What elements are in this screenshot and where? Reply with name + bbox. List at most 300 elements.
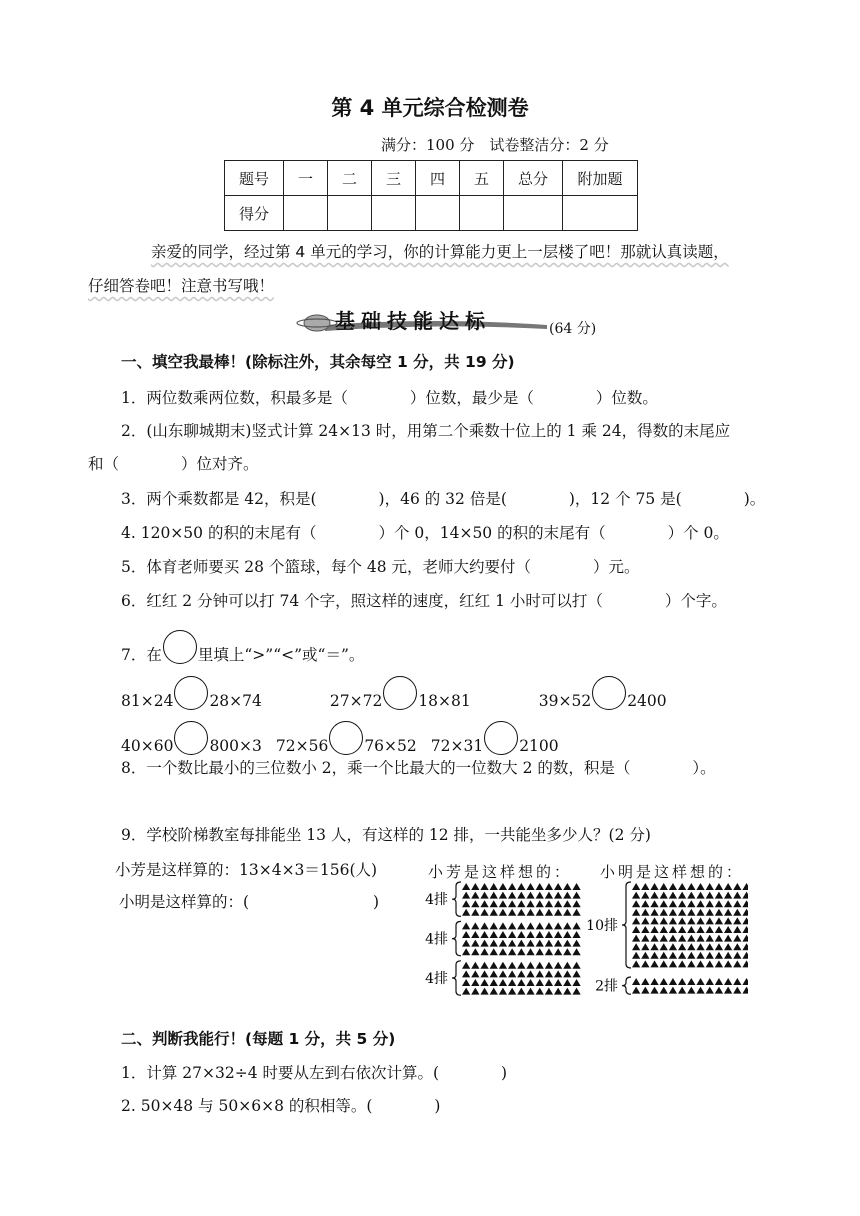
seat-triangle [660,935,668,942]
question-6: 6．红红 2 分钟可以打 74 个字，照这样的速度，红红 1 小时可以打（ ）个字。 [121,592,727,610]
seat-triangle [499,900,507,907]
seat-triangle [669,926,677,933]
seat-triangle [632,935,640,942]
seat-triangle [660,892,668,899]
seat-triangle [499,940,507,947]
seat-triangle [480,940,488,947]
seat-triangle [554,922,562,929]
seat-triangle [706,900,714,907]
seat-triangle [499,988,507,995]
seat-triangle [696,883,704,890]
seat-triangle [517,900,525,907]
q7-suffix: 里填上“>”“<”或“＝”。 [197,646,365,664]
seat-triangle [563,979,571,986]
seat-triangle [696,960,704,967]
seat-triangle [536,883,544,890]
seat-triangle [517,940,525,947]
comparison-right: 800×3 [209,737,262,755]
seat-triangle [706,909,714,916]
seat-triangle [554,962,562,969]
seat-triangle [554,988,562,995]
seat-triangle [706,943,714,950]
seat-triangle [678,883,686,890]
seat-triangle [715,987,723,994]
seat-triangle [687,952,695,959]
seat-triangle [480,892,488,899]
section-2-title: 二、判断我能行！(每题 1 分，共 5 分) [121,1030,396,1048]
banner-points: (64 分) [549,321,597,337]
score-table-cell: 得分 [225,196,284,231]
seat-triangle [724,987,732,994]
seat-triangle [706,960,714,967]
seat-triangle [462,940,470,947]
group-label: 10排 [586,918,618,934]
score-table-cell: 二 [328,161,372,196]
seat-triangle [545,979,553,986]
comparison-circle[interactable] [174,721,208,755]
seat-triangle [563,922,571,929]
seat-triangle [536,909,544,916]
seat-triangle [641,883,649,890]
judge-question-2: 2. 50×48 与 50×6×8 的积相等。( ) [121,1097,441,1115]
seat-triangle [715,909,723,916]
diagram-right-title: 小明是这样想的： [600,863,745,881]
seat-triangle [650,909,658,916]
group-brace [622,977,631,994]
seat-triangle [499,883,507,890]
seat-triangle [563,962,571,969]
seat-triangle [480,948,488,955]
seat-triangle [660,883,668,890]
seat-triangle [572,931,580,938]
seat-triangle [632,909,640,916]
seat-triangle [499,909,507,916]
seat-triangle [696,952,704,959]
seat-triangle [742,960,748,967]
seat-triangle [715,892,723,899]
seat-triangle [462,922,470,929]
score-input-cell[interactable] [460,196,504,231]
seat-triangle [508,883,516,890]
seat-triangle [563,900,571,907]
seat-triangle [696,987,704,994]
seat-triangle [490,948,498,955]
seat-triangle [715,926,723,933]
seat-diagram [418,880,748,1002]
diagram-left-title: 小芳是这样想的： [428,863,573,881]
seat-triangle [517,948,525,955]
seat-triangle [742,883,748,890]
page-title: 第 4 单元综合检测卷 [331,96,529,120]
score-input-cell[interactable] [328,196,372,231]
banner-title: 基础技能达标 [335,309,491,333]
seat-triangle [733,987,741,994]
seat-triangle [480,931,488,938]
seat-triangle [554,900,562,907]
question-8: 8．一个数比最小的三位数小 2，乘一个比最大的一位数大 2 的数，积是（ ）。 [121,759,716,777]
seat-triangle [563,970,571,977]
comparison-left: 39×52 [538,692,592,710]
score-table-cell: 三 [372,161,416,196]
question-1: 1．两位数乘两位数，积最多是（ ）位数，最少是（ ）位数。 [121,389,658,407]
comparison-right: 2400 [627,692,667,710]
seat-triangle [554,931,562,938]
seat-triangle [715,900,723,907]
seat-triangle [715,935,723,942]
question-2-line-1: 2．(山东聊城期末)竖式计算 24×13 时，用第二个乘数十位上的 1 乘 24，得数的末尾应 [121,422,731,440]
seat-triangle [572,922,580,929]
seat-triangle [499,948,507,955]
seat-triangle [517,979,525,986]
seat-triangle [554,979,562,986]
seat-triangle [499,892,507,899]
seat-triangle [517,962,525,969]
seat-triangle [471,909,479,916]
seat-triangle [508,970,516,977]
seat-triangle [650,883,658,890]
seat-triangle [733,909,741,916]
judge-question-1: 1．计算 27×32÷4 时要从左到右依次计算。( ) [121,1064,508,1082]
seat-triangle [715,883,723,890]
seat-triangle [508,900,516,907]
seat-triangle [462,988,470,995]
seat-triangle [733,952,741,959]
seat-triangle [632,943,640,950]
seat-triangle [480,900,488,907]
seat-triangle [733,935,741,942]
seat-triangle [480,970,488,977]
seat-triangle [517,892,525,899]
comparison-circle[interactable] [174,676,208,710]
seat-triangle [490,931,498,938]
seat-triangle [526,970,534,977]
seat-triangle [632,900,640,907]
seat-triangle [508,940,516,947]
seat-triangle [462,962,470,969]
comparison-circle-example [163,630,197,664]
seat-triangle [733,926,741,933]
seat-triangle [490,940,498,947]
seat-triangle [687,935,695,942]
seat-triangle [462,900,470,907]
score-table-score-row [225,196,638,231]
seat-triangle [641,952,649,959]
seat-triangle [499,979,507,986]
seat-triangle [462,883,470,890]
seat-triangle [554,948,562,955]
question-2-line-2: 和（ ）位对齐。 [88,455,259,473]
score-table-cell: 一 [284,161,328,196]
seat-triangle [480,883,488,890]
seat-triangle [517,970,525,977]
seat-triangle [724,935,732,942]
seat-triangle [742,917,748,924]
seat-triangle [650,943,658,950]
seat-triangle [572,962,580,969]
seat-triangle [733,883,741,890]
seat-triangle [733,917,741,924]
seat-triangle [650,935,658,942]
score-input-cell[interactable] [372,196,416,231]
seat-triangle [526,962,534,969]
seat-triangle [545,909,553,916]
comparison-circle[interactable] [329,721,363,755]
seat-triangle [554,892,562,899]
seat-triangle [696,926,704,933]
seat-triangle [471,931,479,938]
seat-triangle [641,926,649,933]
q9-xiaoming-method: 小明是这样算的：( ) [119,893,380,911]
seat-triangle [526,909,534,916]
q7-row-2 [121,721,559,755]
seat-triangle [669,960,677,967]
group-brace [452,921,461,955]
question-7-instruction [121,630,364,665]
seat-triangle [517,931,525,938]
seat-triangle [572,948,580,955]
intro-line-2: 仔细答卷吧！注意书写哦！ [88,277,275,295]
seat-triangle [632,883,640,890]
seat-triangle [508,988,516,995]
seat-triangle [545,900,553,907]
comparison-left: 40×60 [121,737,174,755]
seat-triangle [696,892,704,899]
group-label: 4排 [425,892,448,909]
seat-triangle [660,900,668,907]
seat-triangle [724,917,732,924]
score-table-cell: 附加题 [563,161,638,196]
seat-triangle [687,926,695,933]
seat-triangle [687,987,695,994]
seat-triangle [536,970,544,977]
seat-triangle [724,926,732,933]
seat-triangle [687,917,695,924]
seat-triangle [742,952,748,959]
seat-triangle [696,943,704,950]
seat-triangle [632,952,640,959]
seat-triangle [650,892,658,899]
seat-triangle [471,892,479,899]
seat-triangle [480,922,488,929]
seat-triangle [650,952,658,959]
comparison-right: 76×52 [364,737,417,755]
seat-triangle [536,900,544,907]
seat-triangle [517,988,525,995]
seat-triangle [554,883,562,890]
seat-triangle [536,979,544,986]
seat-triangle [678,900,686,907]
seat-triangle [526,900,534,907]
seat-triangle [490,909,498,916]
seat-triangle [641,935,649,942]
comparison-left: 72×31 [430,737,484,755]
seat-triangle [572,883,580,890]
seat-triangle [508,948,516,955]
q7-row-1 [121,676,667,710]
seat-triangle [641,987,649,994]
seat-triangle [715,952,723,959]
seat-triangle [526,883,534,890]
seat-triangle [687,900,695,907]
seat-triangle [545,940,553,947]
seat-triangle [632,892,640,899]
seat-triangle [660,926,668,933]
score-input-cell[interactable] [563,196,638,231]
seat-triangle [733,900,741,907]
seat-triangle [724,883,732,890]
seat-triangle [669,900,677,907]
seat-triangle [545,892,553,899]
seat-triangle [715,978,723,985]
seat-triangle [696,978,704,985]
seat-triangle [706,935,714,942]
seat-triangle [742,987,748,994]
seat-triangle [526,948,534,955]
seat-triangle [687,909,695,916]
seat-triangle [650,978,658,985]
seat-triangle [650,987,658,994]
seat-triangle [471,988,479,995]
score-input-cell[interactable] [416,196,460,231]
seat-triangle [572,892,580,899]
seat-triangle [572,970,580,977]
seat-triangle [641,978,649,985]
seat-triangle [678,892,686,899]
seat-triangle [526,922,534,929]
seat-triangle [526,940,534,947]
group-label: 4排 [425,931,448,948]
seat-triangle [641,943,649,950]
seat-triangle [678,909,686,916]
seat-triangle [526,979,534,986]
seat-triangle [706,883,714,890]
seat-triangle [572,979,580,986]
seat-triangle [706,978,714,985]
seat-triangle [742,926,748,933]
seat-triangle [650,960,658,967]
seat-triangle [462,979,470,986]
seat-triangle [554,909,562,916]
comparison-right: 18×81 [418,692,471,710]
seat-triangle [480,909,488,916]
comparison-circle[interactable] [484,721,518,755]
seat-triangle [545,948,553,955]
score-table-header-row [225,161,638,196]
seat-triangle [678,978,686,985]
seat-triangle [632,917,640,924]
seat-triangle [517,909,525,916]
seat-triangle [733,943,741,950]
seat-triangle [669,987,677,994]
seat-triangle [724,909,732,916]
seat-triangle [563,883,571,890]
seat-triangle [536,931,544,938]
comparison-right: 28×74 [209,692,262,710]
question-4: 4. 120×50 的积的末尾有（ ）个 0，14×50 的积的末尾有（ ）个 0。 [121,524,729,542]
q7-prefix: 7．在 [121,646,162,664]
seat-triangle [545,883,553,890]
seat-triangle [490,970,498,977]
seat-triangle [490,892,498,899]
seat-triangle [545,988,553,995]
intro-line-1: 亲爱的同学，经过第 4 单元的学习，你的计算能力更上一层楼了吧！那就认真读题， [151,243,729,261]
seat-triangle [508,962,516,969]
seat-triangle [632,960,640,967]
seat-triangle [706,917,714,924]
score-input-cell[interactable] [504,196,563,231]
seat-triangle [696,900,704,907]
seat-triangle [536,948,544,955]
seat-triangle [678,935,686,942]
seat-triangle [545,970,553,977]
comparison-left: 81×24 [121,692,174,710]
seat-triangle [526,931,534,938]
seat-triangle [536,988,544,995]
seat-triangle [471,979,479,986]
seat-triangle [660,978,668,985]
seat-triangle [545,962,553,969]
section-1-title: 一、填空我最棒！(除标注外，其余每空 1 分，共 19 分) [121,353,515,371]
seat-triangle [641,892,649,899]
comparison-circle[interactable] [592,676,626,710]
group-brace [452,961,461,995]
seat-triangle [572,900,580,907]
comparison-circle[interactable] [383,676,417,710]
seat-triangle [641,909,649,916]
seat-triangle [678,926,686,933]
seat-triangle [641,960,649,967]
seat-triangle [499,962,507,969]
seat-triangle [572,909,580,916]
seat-triangle [660,943,668,950]
seat-triangle [526,892,534,899]
group-brace [452,882,461,916]
seat-triangle [715,917,723,924]
seat-triangle [678,943,686,950]
seat-triangle [471,922,479,929]
seat-triangle [563,931,571,938]
seat-triangle [462,931,470,938]
score-table [224,160,638,231]
score-table-cell: 四 [416,161,460,196]
seat-triangle [490,900,498,907]
seat-triangle [687,892,695,899]
seat-triangle [678,952,686,959]
score-table-cell: 五 [460,161,504,196]
seat-triangle [517,922,525,929]
seat-triangle [678,987,686,994]
seat-triangle [696,935,704,942]
seat-triangle [660,917,668,924]
comparison-left: 72×56 [275,737,329,755]
seat-triangle [490,883,498,890]
seat-triangle [678,917,686,924]
seat-triangle [490,979,498,986]
seat-triangle [641,900,649,907]
seat-triangle [742,900,748,907]
seat-triangle [563,940,571,947]
seat-triangle [669,892,677,899]
seat-triangle [669,978,677,985]
group-label: 4排 [425,971,448,987]
seat-triangle [687,978,695,985]
seat-triangle [650,926,658,933]
seat-triangle [471,883,479,890]
seat-triangle [480,979,488,986]
seat-triangle [733,978,741,985]
seat-triangle [669,909,677,916]
score-input-cell[interactable] [284,196,328,231]
